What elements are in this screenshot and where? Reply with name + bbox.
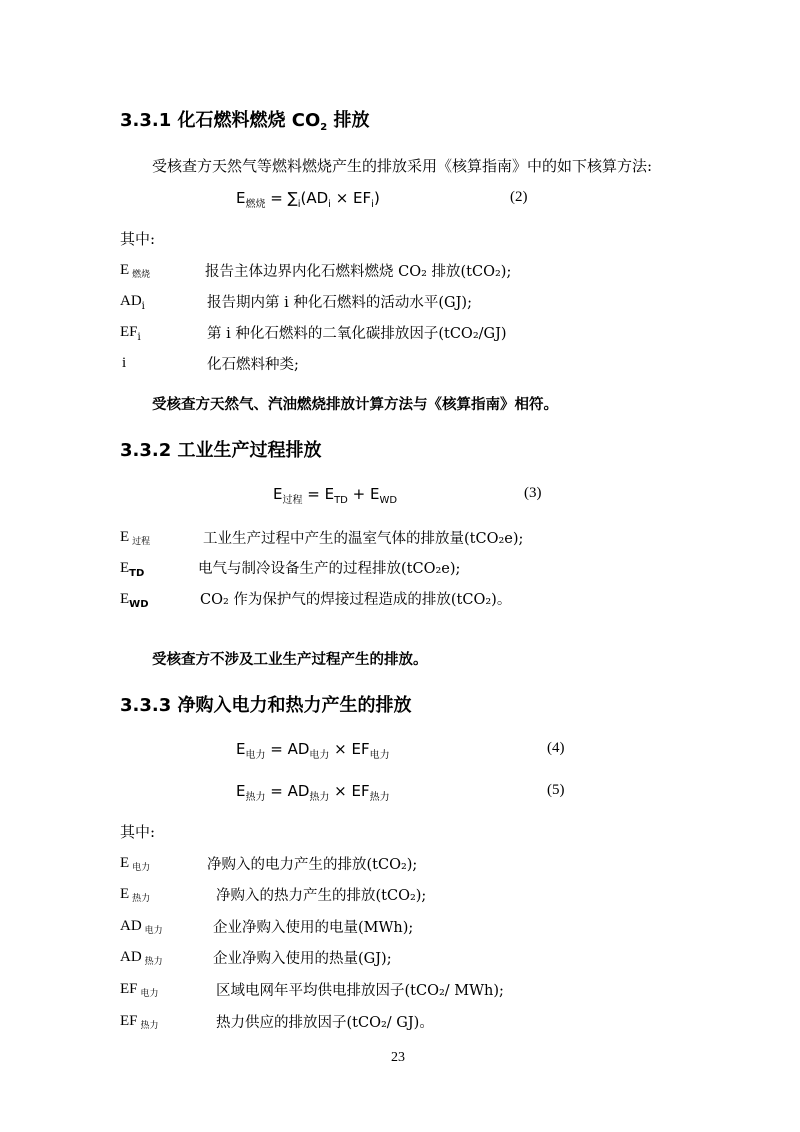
eq-term: × EF xyxy=(330,189,372,207)
variable-symbol: EF xyxy=(120,324,138,340)
variable-symbol: E xyxy=(120,855,130,871)
variable-description: 第 i 种化石燃料的二氧化碳排放因子(tCO₂/GJ) xyxy=(207,326,507,342)
eq-subscript: WD xyxy=(379,495,398,506)
variable-symbol: EF xyxy=(120,981,138,997)
variable-description: 热力供应的排放因子(tCO₂/ GJ)。 xyxy=(216,1015,434,1031)
variable-description: 净购入的电力产生的排放(tCO₂); xyxy=(207,857,418,873)
variable-row xyxy=(120,259,150,280)
where-label: 其中: xyxy=(120,823,156,841)
where-label: 其中: xyxy=(120,230,156,248)
equation-number-3: (3) xyxy=(524,485,542,501)
eq-term: ) xyxy=(373,189,380,207)
heading-subscript: 2 xyxy=(320,122,328,133)
variable-symbol: i xyxy=(122,355,127,371)
variable-subscript: 燃烧 xyxy=(132,270,151,280)
variable-symbol: AD xyxy=(120,949,142,965)
equation-5 xyxy=(236,782,390,803)
variable-description: CO₂ 作为保护气的焊接过程造成的排放(tCO₂)。 xyxy=(200,592,512,608)
eq-subscript: 燃烧 xyxy=(245,199,266,210)
variable-row xyxy=(120,946,163,967)
variable-description: 电气与制冷设备生产的过程排放(tCO₂e); xyxy=(198,561,461,577)
equation-2 xyxy=(236,189,380,210)
variable-description: 区域电网年平均供电排放因子(tCO₂/ MWh); xyxy=(216,983,504,999)
variable-description: 企业净购入使用的热量(GJ); xyxy=(213,951,392,967)
variable-description: 化石燃料种类; xyxy=(207,357,299,373)
eq-subscript: i xyxy=(328,199,331,210)
eq-operator: = E xyxy=(302,485,335,503)
eq-subscript: 热力 xyxy=(245,792,266,803)
equation-3 xyxy=(273,485,397,506)
variable-row xyxy=(120,883,150,904)
variable-subscript: 热力 xyxy=(132,894,151,904)
variable-row xyxy=(120,321,141,343)
page-number: 23 xyxy=(391,1050,405,1065)
variable-subscript: 电力 xyxy=(140,989,159,999)
eq-symbol: E xyxy=(236,740,246,758)
eq-subscript: 热力 xyxy=(369,792,390,803)
eq-term: (AD xyxy=(300,189,329,207)
variable-subscript: WD xyxy=(129,599,149,610)
eq-subscript: 过程 xyxy=(282,495,303,506)
variable-symbol: AD xyxy=(120,918,142,934)
eq-subscript: i xyxy=(297,199,301,210)
variable-row xyxy=(120,290,145,312)
section-heading-3-3-1 xyxy=(120,106,370,133)
variable-subscript: TD xyxy=(129,568,145,579)
variable-description: 报告主体边界内化石燃料燃烧 CO₂ 排放(tCO₂); xyxy=(205,264,512,280)
variable-row xyxy=(120,1010,159,1031)
variable-subscript: 电力 xyxy=(132,863,151,873)
eq-symbol: E xyxy=(273,485,283,503)
equation-number-2: (2) xyxy=(510,189,528,205)
variable-row xyxy=(122,352,126,372)
equation-4 xyxy=(236,740,390,761)
variable-symbol: E xyxy=(120,591,130,607)
variable-symbol: E xyxy=(120,886,130,902)
variable-row xyxy=(120,915,163,936)
eq-subscript: TD xyxy=(334,495,348,506)
eq-term: × EF xyxy=(329,782,370,800)
variable-subscript: 热力 xyxy=(140,1021,159,1031)
variable-symbol: EF xyxy=(120,1013,138,1029)
eq-operator: = AD xyxy=(265,782,310,800)
heading-text-tail: 排放 xyxy=(327,110,370,131)
variable-subscript: i xyxy=(137,332,141,343)
heading-text: 3.3.1 化石燃料燃烧 CO xyxy=(120,110,321,131)
variable-description: 企业净购入使用的电量(MWh); xyxy=(213,920,414,936)
variable-row xyxy=(120,588,149,610)
variable-description: 工业生产过程中产生的温室气体的排放量(tCO₂e); xyxy=(203,531,524,547)
section-heading-3-3-3: 3.3.3 净购入电力和热力产生的排放 xyxy=(120,695,412,716)
variable-subscript: 热力 xyxy=(144,957,163,967)
variable-description: 净购入的热力产生的排放(tCO₂); xyxy=(216,888,427,904)
variable-row xyxy=(120,526,150,547)
conclusion-3-3-2: 受核查方不涉及工业生产过程产生的排放。 xyxy=(152,652,428,668)
variable-symbol: E xyxy=(120,262,130,278)
eq-subscript: 电力 xyxy=(245,750,266,761)
eq-operator: = AD xyxy=(265,740,310,758)
section-heading-3-3-2: 3.3.2 工业生产过程排放 xyxy=(120,440,322,461)
eq-subscript: 热力 xyxy=(309,792,330,803)
equation-number-4: (4) xyxy=(547,740,565,756)
variable-description: 报告期内第 i 种化石燃料的活动水平(GJ); xyxy=(207,295,472,311)
eq-operator: = ∑ xyxy=(265,189,298,207)
variable-symbol: E xyxy=(120,560,130,576)
intro-paragraph: 受核查方天然气等燃料燃烧产生的排放采用《核算指南》中的如下核算方法: xyxy=(152,157,653,175)
eq-subscript: 电力 xyxy=(369,750,390,761)
variable-subscript: i xyxy=(141,301,145,312)
eq-term: + E xyxy=(347,485,380,503)
eq-term: × EF xyxy=(329,740,370,758)
equation-number-5: (5) xyxy=(547,782,565,798)
variable-symbol: E xyxy=(120,529,130,545)
variable-row xyxy=(120,557,144,579)
eq-subscript: 电力 xyxy=(309,750,330,761)
eq-symbol: E xyxy=(236,189,246,207)
variable-subscript: 过程 xyxy=(132,537,151,547)
eq-subscript: i xyxy=(371,199,374,210)
conclusion-3-3-1: 受核查方天然气、汽油燃烧排放计算方法与《核算指南》相符。 xyxy=(152,397,558,413)
eq-symbol: E xyxy=(236,782,246,800)
variable-subscript: 电力 xyxy=(144,926,163,936)
variable-symbol: AD xyxy=(120,293,142,309)
variable-row xyxy=(120,852,150,873)
variable-row xyxy=(120,978,159,999)
